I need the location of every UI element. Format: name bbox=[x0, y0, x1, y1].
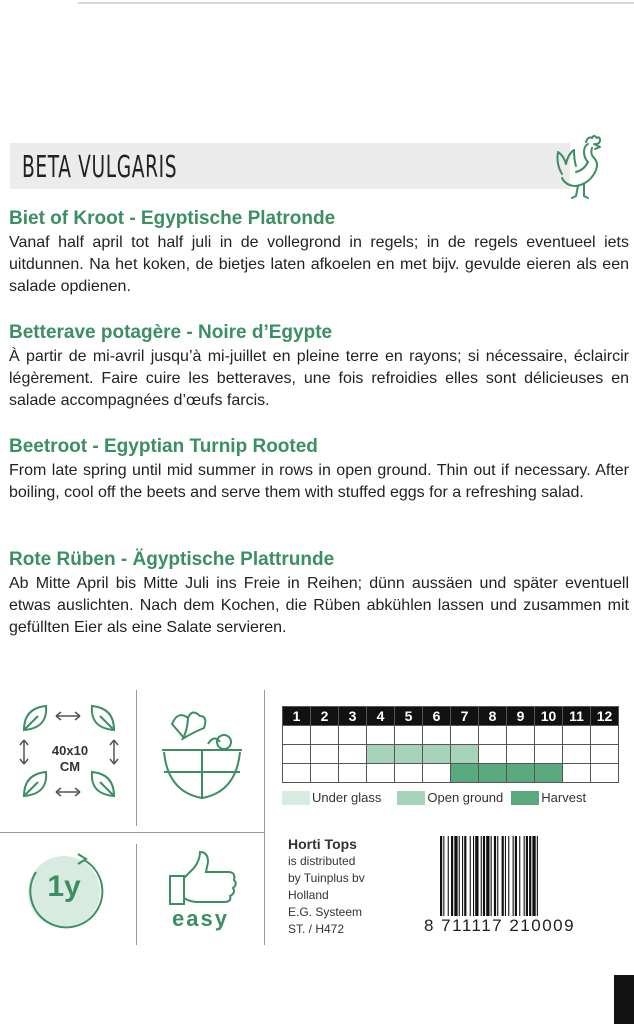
top-rule bbox=[78, 2, 634, 4]
calendar-cell bbox=[479, 764, 507, 783]
distributor-line: E.G. Systeem bbox=[288, 905, 363, 919]
calendar-row-harvest bbox=[283, 764, 619, 783]
calendar-cell bbox=[535, 745, 563, 764]
distributor-info bbox=[288, 836, 365, 938]
barcode bbox=[440, 836, 616, 916]
calendar-cell bbox=[563, 726, 591, 745]
section-title: Biet of Kroot - Egyptische Platronde bbox=[9, 208, 336, 229]
barcode-number: 8 711117 210009 bbox=[424, 916, 576, 935]
spacing-label bbox=[40, 743, 100, 775]
rooster-icon bbox=[548, 132, 610, 204]
barcode-bar bbox=[494, 836, 496, 916]
section-english bbox=[9, 436, 629, 504]
calendar-cell bbox=[535, 764, 563, 783]
brand-name: Horti Tops bbox=[288, 836, 357, 852]
barcode-bar bbox=[505, 836, 506, 916]
barcode-bar bbox=[454, 836, 457, 916]
barcode-bar bbox=[524, 836, 525, 916]
month-cell: 7 bbox=[451, 707, 479, 726]
calendar-cell bbox=[395, 726, 423, 745]
barcode-bar bbox=[464, 836, 466, 916]
spacing-value: 40x10 bbox=[51, 743, 89, 758]
barcode-bar bbox=[537, 836, 538, 916]
calendar-row-open-ground bbox=[283, 745, 619, 764]
calendar-cell bbox=[591, 745, 619, 764]
month-cell: 6 bbox=[423, 707, 451, 726]
calendar-cell bbox=[311, 726, 339, 745]
barcode-bar bbox=[462, 836, 463, 916]
barcode-bar bbox=[497, 836, 498, 916]
calendar-cell bbox=[283, 726, 311, 745]
distributor-line: by Tuinplus bv bbox=[288, 871, 365, 885]
barcode-bar bbox=[451, 836, 453, 916]
calendar-cell bbox=[367, 726, 395, 745]
calendar-cell bbox=[451, 726, 479, 745]
month-cell: 2 bbox=[311, 707, 339, 726]
barcode-bar bbox=[440, 836, 442, 916]
barcode-bar bbox=[529, 836, 531, 916]
section-title: Rote Rüben - Ägyptische Plattrunde bbox=[9, 549, 335, 570]
calendar-cell bbox=[395, 764, 423, 783]
thumbs-up-icon bbox=[166, 848, 242, 908]
sowing-calendar bbox=[282, 706, 619, 783]
calendar-cell bbox=[479, 745, 507, 764]
barcode-bar bbox=[475, 836, 478, 916]
section-body: À partir de mi-avril jusqu’à mi-juillet en pleine terre en rayons; si nécessaire, éclaircir légèrement. Faire cuire les betteraves, une fois refroidies elles sont délicieuses en salade accompagnées d’œufs farcis. bbox=[9, 348, 629, 409]
barcode-bar bbox=[459, 836, 460, 916]
calendar-cell bbox=[423, 764, 451, 783]
legend-swatch-under-glass bbox=[282, 791, 310, 805]
lifecycle-label: 1y bbox=[47, 870, 81, 903]
difficulty-label: easy bbox=[172, 906, 229, 931]
divider bbox=[0, 832, 264, 833]
barcode-bar bbox=[491, 836, 492, 916]
bowl-icon bbox=[158, 706, 246, 806]
calendar-cell bbox=[507, 764, 535, 783]
calendar-cell bbox=[339, 726, 367, 745]
calendar-cell bbox=[367, 764, 395, 783]
distributor-line: ST. / H472 bbox=[288, 922, 345, 936]
calendar-cell bbox=[311, 745, 339, 764]
calendar-cell bbox=[591, 726, 619, 745]
barcode-bar bbox=[519, 836, 520, 916]
section-german bbox=[9, 549, 629, 639]
calendar-cell bbox=[423, 726, 451, 745]
calendar-cell bbox=[479, 726, 507, 745]
calendar-cell bbox=[451, 745, 479, 764]
month-cell: 5 bbox=[395, 707, 423, 726]
calendar-cell bbox=[339, 764, 367, 783]
calendar-legend bbox=[282, 790, 586, 805]
edge-mark bbox=[614, 975, 634, 1024]
divider bbox=[264, 690, 265, 945]
barcode-bar bbox=[486, 836, 489, 916]
barcode-bar bbox=[532, 836, 535, 916]
calendar-cell bbox=[507, 745, 535, 764]
barcode-bar bbox=[513, 836, 514, 916]
calendar-cell bbox=[311, 764, 339, 783]
divider bbox=[136, 844, 137, 945]
calendar-cell bbox=[283, 764, 311, 783]
calendar-header-row bbox=[283, 707, 619, 726]
calendar-cell bbox=[367, 745, 395, 764]
spacing-unit: CM bbox=[59, 759, 81, 774]
legend-label-open-ground: Open ground bbox=[427, 790, 504, 805]
section-body: From late spring until mid summer in rows in open ground. Thin out if necessary. After boiling, cool off the beets and serve them with stuffed eggs for a refreshing salad. bbox=[9, 462, 629, 501]
month-cell: 8 bbox=[479, 707, 507, 726]
barcode-bar bbox=[483, 836, 485, 916]
legend-swatch-harvest bbox=[511, 791, 539, 805]
month-cell: 12 bbox=[591, 707, 619, 726]
legend-label-under-glass: Under glass bbox=[312, 790, 382, 805]
section-french bbox=[9, 322, 629, 412]
barcode-bar bbox=[443, 836, 444, 916]
barcode-bar bbox=[515, 836, 517, 916]
calendar-cell bbox=[563, 764, 591, 783]
barcode-bar bbox=[502, 836, 504, 916]
calendar-cell bbox=[283, 745, 311, 764]
month-cell: 9 bbox=[507, 707, 535, 726]
divider bbox=[136, 690, 137, 826]
calendar-cell bbox=[395, 745, 423, 764]
calendar-cell bbox=[535, 726, 563, 745]
legend-swatch-open-ground bbox=[397, 791, 425, 805]
month-cell: 1 bbox=[283, 707, 311, 726]
barcode-bar bbox=[481, 836, 482, 916]
calendar-cell bbox=[507, 726, 535, 745]
section-dutch bbox=[9, 208, 629, 298]
section-body: Ab Mitte April bis Mitte Juli ins Freie in Reihen; dünn aussäen und später eventuell etwas auslichten. Nach dem Kochen, die Rüben abkühlen lassen und zusammen mit gefüllten Eier als eine Salate servieren. bbox=[9, 575, 629, 636]
barcode-bar bbox=[473, 836, 474, 916]
barcode-bar bbox=[508, 836, 509, 916]
section-title: Beetroot - Egyptian Turnip Rooted bbox=[9, 436, 318, 457]
barcode-bar bbox=[470, 836, 471, 916]
barcode-bar bbox=[448, 836, 449, 916]
calendar-cell bbox=[339, 745, 367, 764]
section-title: Betterave potagère - Noire d’Egypte bbox=[9, 322, 333, 343]
calendar-row-under-glass bbox=[283, 726, 619, 745]
calendar-cell bbox=[423, 745, 451, 764]
calendar-cell bbox=[563, 745, 591, 764]
calendar-cell bbox=[591, 764, 619, 783]
distributor-line: is distributed bbox=[288, 854, 356, 868]
section-body: Vanaf half april tot half juli in de vollegrond in regels; in de regels eventueel iets uitdunnen. Na het koken, de bietjes laten afkoelen en met bijv. gevulde eieren als een salade opdienen. bbox=[9, 234, 629, 295]
month-cell: 11 bbox=[563, 707, 591, 726]
month-cell: 10 bbox=[535, 707, 563, 726]
latin-name: BETA VULGARIS bbox=[22, 150, 178, 185]
distributor-line: Holland bbox=[288, 888, 329, 902]
month-cell: 3 bbox=[339, 707, 367, 726]
barcode-bar bbox=[526, 836, 528, 916]
month-cell: 4 bbox=[367, 707, 395, 726]
legend-label-harvest: Harvest bbox=[541, 790, 587, 805]
calendar-cell bbox=[451, 764, 479, 783]
